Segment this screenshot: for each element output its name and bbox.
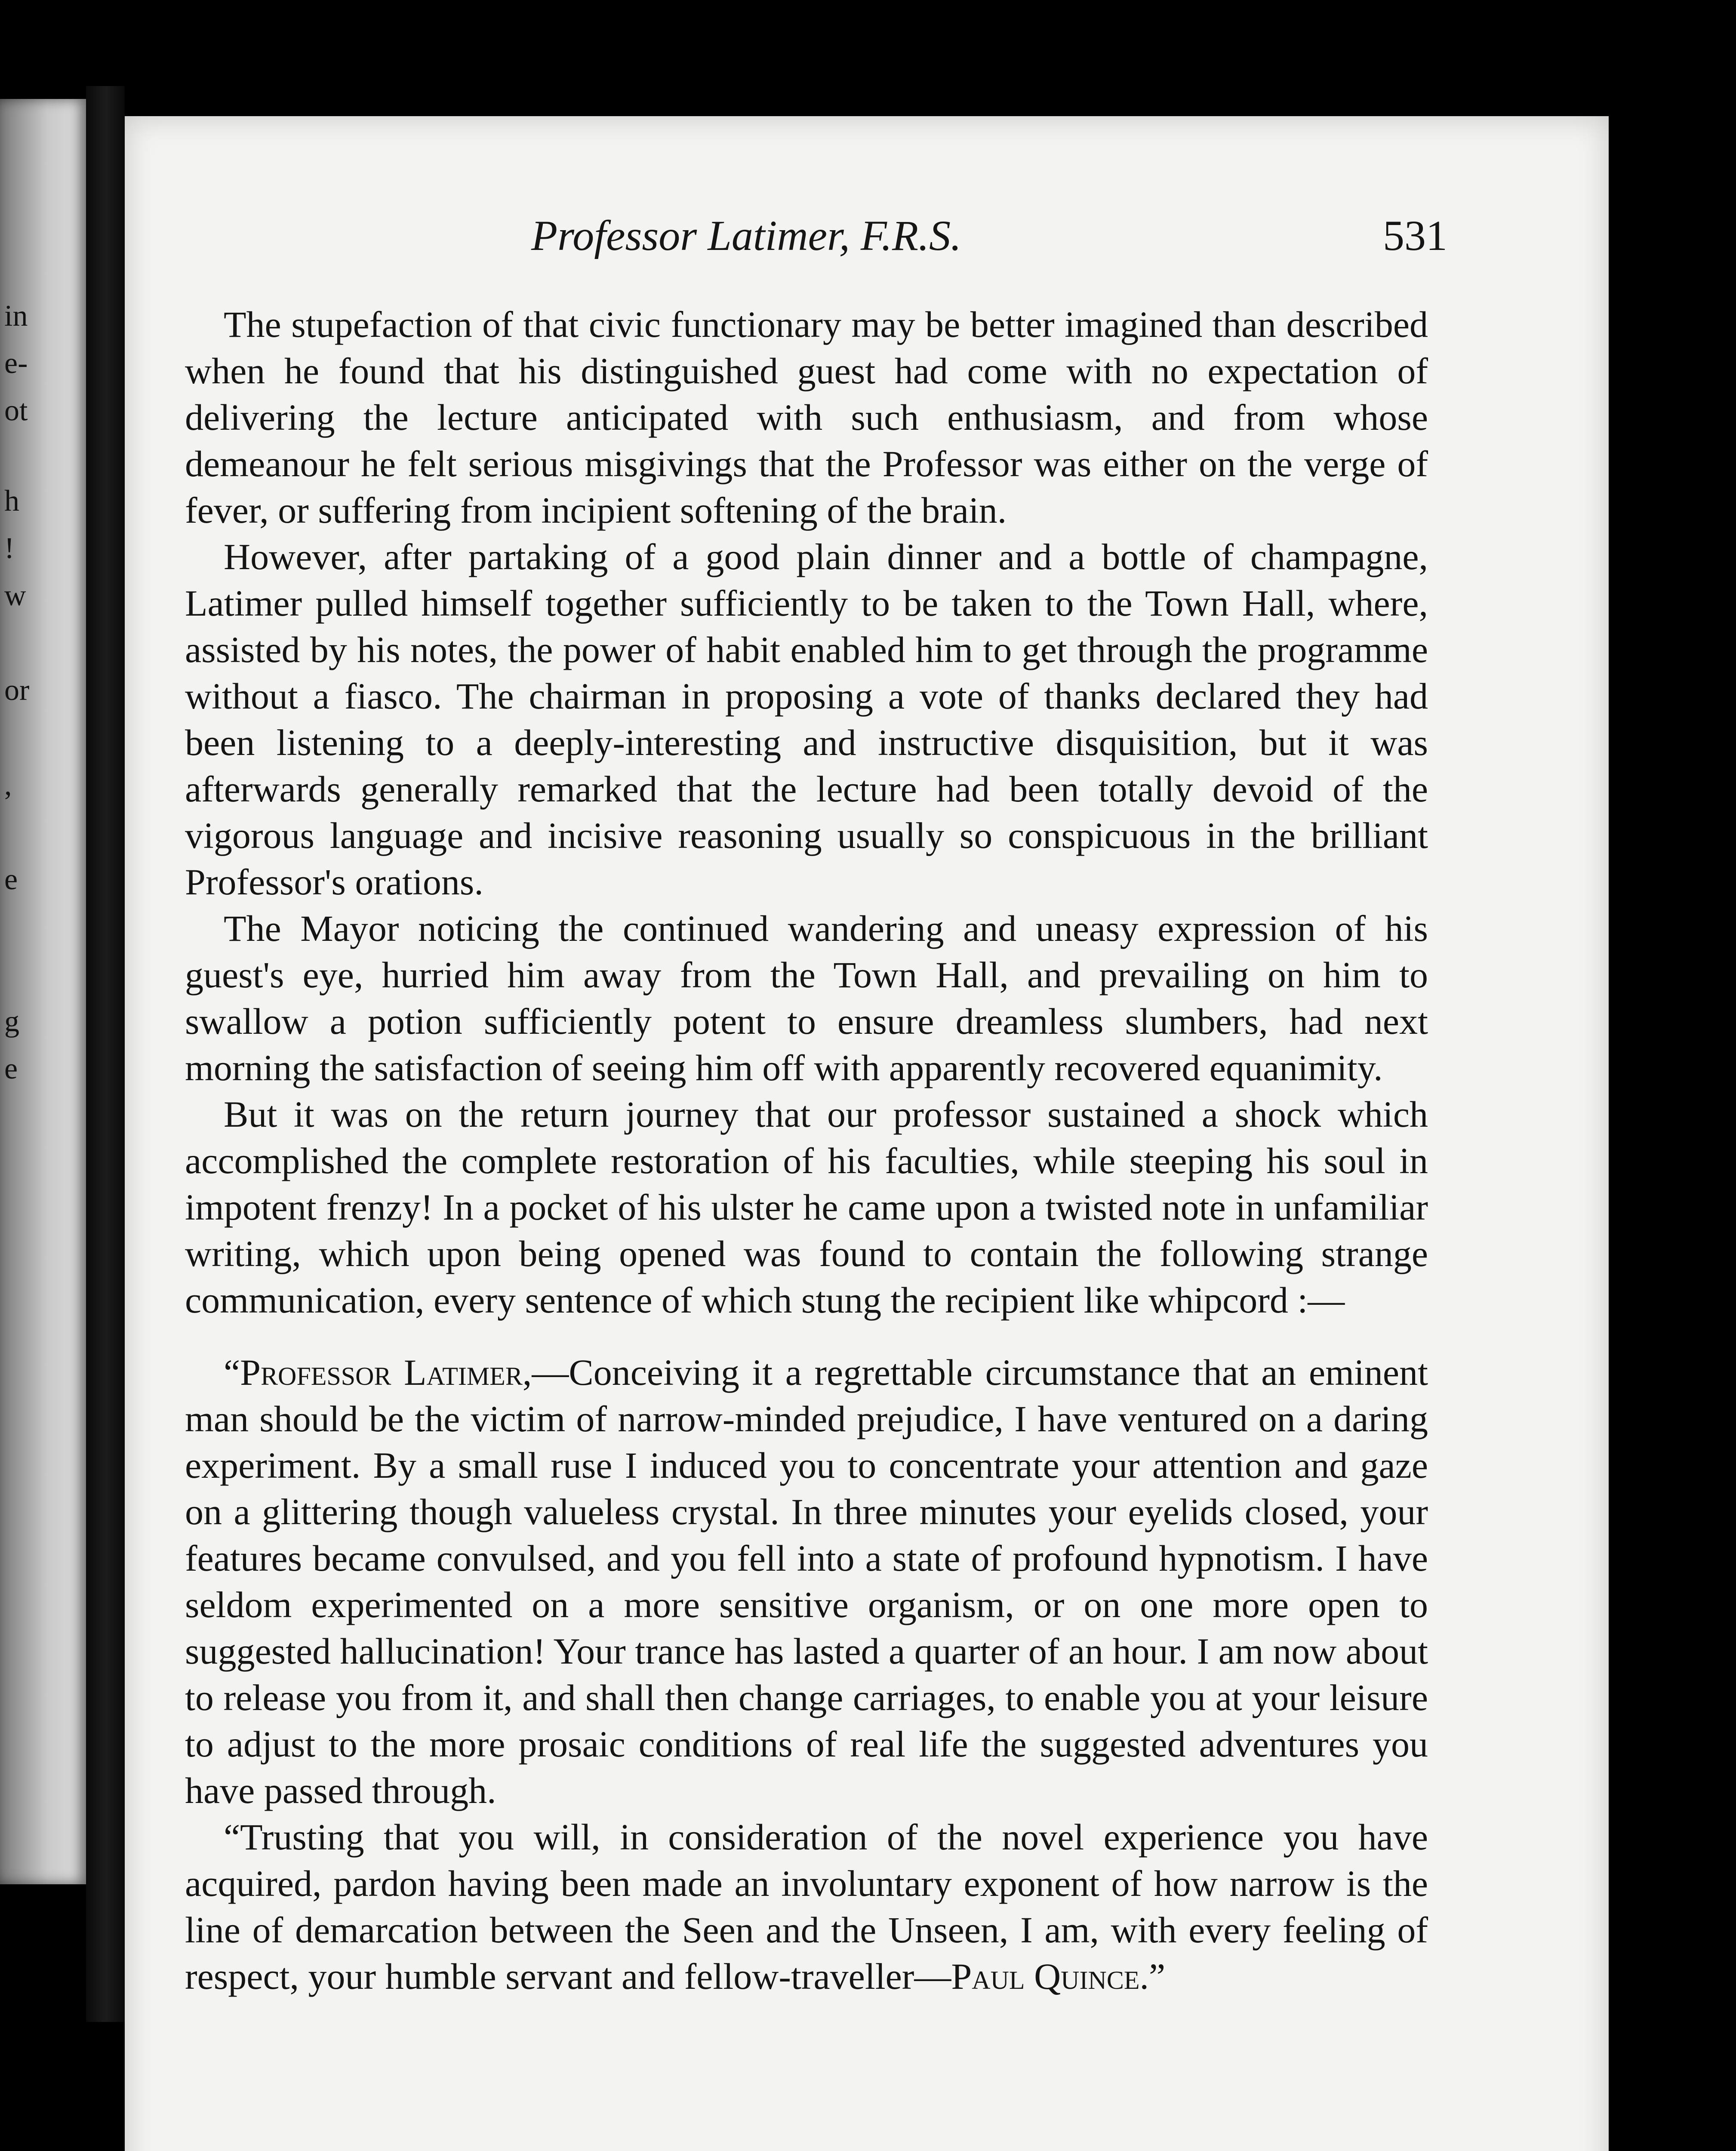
left-page-fragment: g [4,1005,19,1038]
left-page-fragment: h [4,484,19,518]
paragraph: The Mayor noticing the continued wandering and uneasy expression of his guest's eye, hurried him away from the Town Hall, and prevailing on him to swallow a potion sufficiently potent to ensure dreamless slumbers, had next morning the satisfaction of seeing him off with apparently recovered equanimity. [185,908,1428,1088]
letter-text: —Conceiving it a regrettable circumstance that an eminent man should be the victim of narrow-minded prejudice, I have ventured on a daring experiment. By a small ruse I induced you to concentrate your attention and gaze on a glittering though valueless crystal. In three minutes your eyelids closed, your features became convulsed, and you fell into a state of profound hypnotism. I have seldom experimented on a more sensitive organism, or on one more open to suggested hallucination! Your trance has lasted a quarter of an hour. I am now about to release you from it, and shall then change carriages, to enable you at your leisure to adjust to the more prosaic conditions of real life the suggested adventures you have passed through. [185,1352,1428,1811]
left-page-fragment: e [4,863,18,896]
running-title: Professor Latimer, F.R.S. [531,212,962,259]
running-head [125,211,1609,258]
book-gutter [86,86,125,2022]
left-page-edge [0,99,86,1884]
left-page-fragment: ! [4,532,15,565]
letter-text: “Trusting that you will, in consideration of the novel experience you have acquired, pardon having been made an involuntary exponent of how narrow is the line of demarcation between the Seen and the Unseen, I am, with every feeling of respect, your humble servant and fellow-traveller— [185,1816,1428,1997]
left-page-fragment: or [4,674,30,707]
letter-signature: Paul Quince. [951,1956,1149,1997]
left-page-fragment: ot [4,394,28,427]
letter-paragraph [185,1349,1428,1814]
body-text [185,301,1428,2000]
close-quote: ” [1149,1956,1166,1997]
book-page [125,116,1609,2151]
letter-salutation: Professor Latimer, [240,1352,532,1393]
left-page-fragment: w [4,579,26,612]
left-page-fragment: e- [4,347,28,380]
page-number: 531 [1383,212,1447,259]
left-page-fragment: in [4,299,28,333]
left-page-fragment: e [4,1052,18,1085]
paragraph: But it was on the return journey that our professor sustained a shock which accomplished the complete restoration of his faculties, while steeping his soul in impotent frenzy! In a pocket of his ulster he came upon a twisted note in unfamiliar writing, which upon being opened was found to contain the following strange communication, every sentence of which stung the recipient like whipcord :— [185,1094,1428,1321]
paragraph: The stupefaction of that civic functionary may be better imagined than described when he found that his distinguished guest had come with no expectation of delivering the lecture anticipated with such enthusiasm, and from whose demeanour he felt serious misgivings that the Professor was either on the verge of fever, or suffering from incipient softening of the brain. [185,304,1428,531]
letter-paragraph [185,1814,1428,2000]
open-quote: “ [224,1352,240,1393]
paragraph: However, after partaking of a good plain dinner and a bottle of champagne, Latimer pulled himself together sufficiently to be taken to the Town Hall, where, assisted by his notes, the power of habit enabled him to get through the programme without a fiasco. The chairman in proposing a vote of thanks declared they had been listening to a deeply-interesting and instructive disquisition, but it was afterwards generally remarked that the lecture had been totally devoid of the vigorous language and incisive reasoning usually so conspicuous in the brilliant Professor's orations. [185,536,1428,903]
left-page-fragment: , [4,768,12,801]
